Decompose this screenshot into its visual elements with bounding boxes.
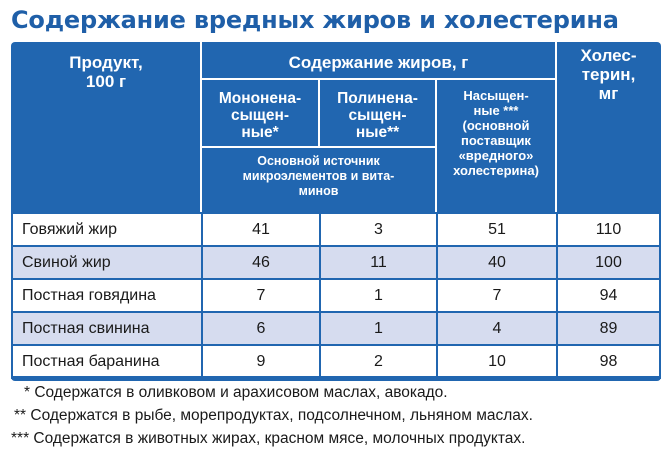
cell-product: Постная говядина	[11, 280, 201, 311]
table-row	[11, 311, 661, 344]
table-row	[11, 278, 661, 311]
cell-product: Постная баранина	[11, 346, 201, 377]
cell-cholesterol: 94	[556, 280, 661, 311]
cell-poly: 3	[319, 214, 436, 245]
cell-saturated: 4	[436, 313, 556, 344]
cell-cholesterol: 89	[556, 313, 661, 344]
cell-cholesterol: 98	[556, 346, 661, 377]
cell-mono: 46	[201, 247, 319, 278]
cell-mono: 41	[201, 214, 319, 245]
cell-mono: 7	[201, 280, 319, 311]
header-poly: Полинена- сыщен- ные**	[337, 90, 418, 141]
cell-mono: 6	[201, 313, 319, 344]
cell-poly: 1	[319, 313, 436, 344]
cell-poly: 1	[319, 280, 436, 311]
header-saturated: Насыщен- ные *** (основной поставщик «вредного» холестерина)	[453, 88, 539, 178]
footnote-saturated: *** Содержатся в животных жирах, красном мясе, молочных продуктах.	[11, 430, 526, 447]
table-row	[11, 212, 661, 245]
cell-cholesterol: 110	[556, 214, 661, 245]
header-fat-content: Содержание жиров, г	[288, 53, 469, 72]
cell-saturated: 51	[436, 214, 556, 245]
page-title: Содержание вредных жиров и холестерина	[11, 6, 619, 34]
cell-product: Постная свинина	[11, 313, 201, 344]
cell-saturated: 40	[436, 247, 556, 278]
cell-product: Свиной жир	[11, 247, 201, 278]
header-cholesterol: Холес- терин, мг	[580, 46, 637, 103]
header-mono: Мононена- сыщен- ные*	[218, 90, 302, 141]
cell-poly: 11	[319, 247, 436, 278]
cell-mono: 9	[201, 346, 319, 377]
cell-cholesterol: 100	[556, 247, 661, 278]
footnote-mono: * Содержатся в оливковом и арахисовом маслах, авокадо.	[24, 384, 448, 401]
header-source-note: Основной источник микроэлементов и вита- минов	[242, 154, 395, 198]
cell-product: Говяжий жир	[11, 214, 201, 245]
cell-poly: 2	[319, 346, 436, 377]
table-row	[11, 245, 661, 278]
cell-saturated: 7	[436, 280, 556, 311]
header-product: Продукт, 100 г	[69, 53, 143, 91]
table-row	[11, 344, 661, 377]
cell-saturated: 10	[436, 346, 556, 377]
table-bottom-border	[11, 376, 661, 379]
footnote-poly: ** Содержатся в рыбе, морепродуктах, подсолнечном, льняном маслах.	[14, 407, 533, 424]
